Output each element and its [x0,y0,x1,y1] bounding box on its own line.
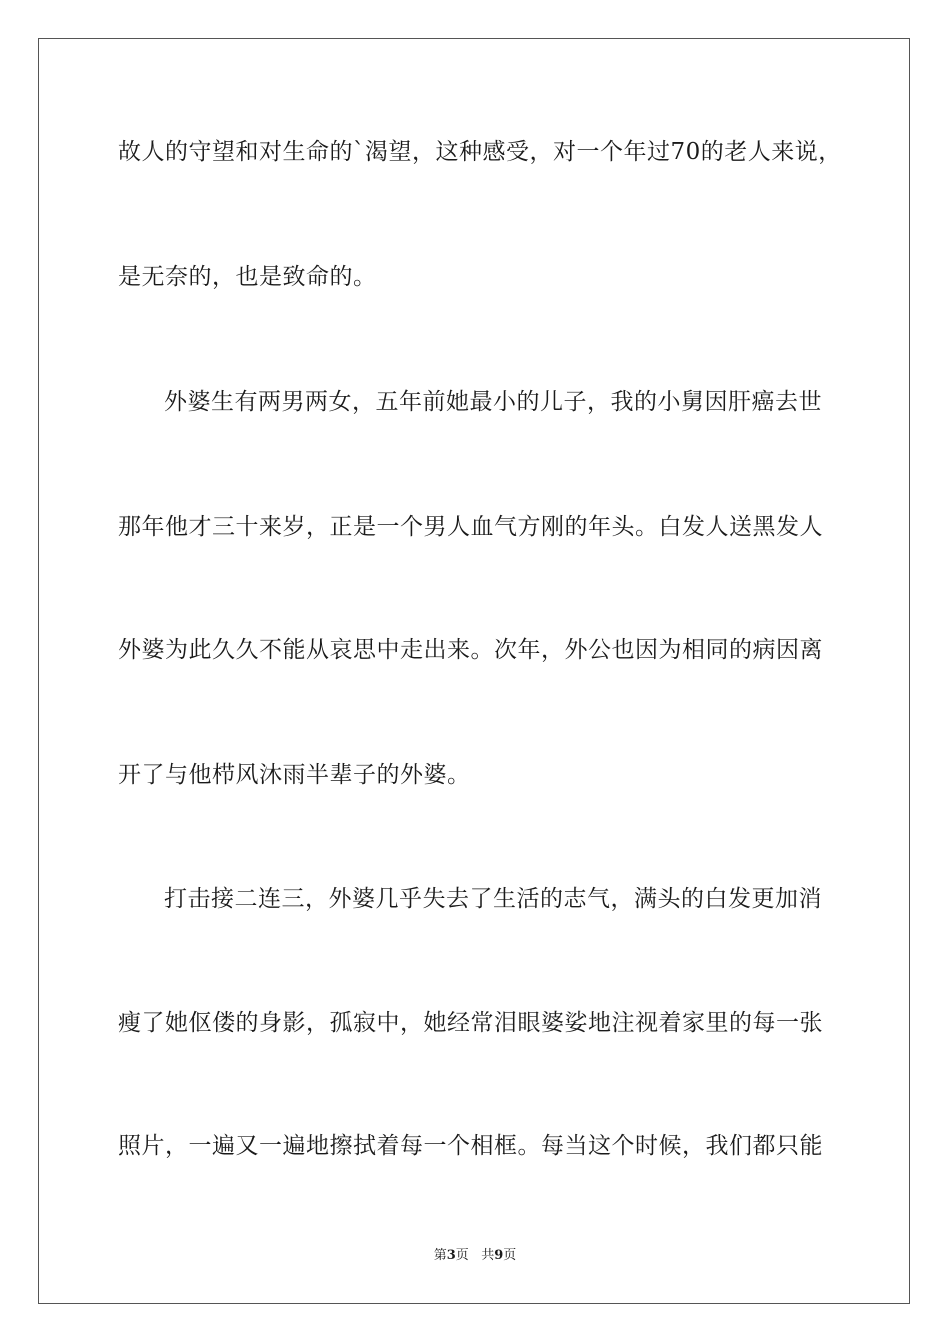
total-suffix: 页 [503,1248,517,1263]
page-footer [0,1248,950,1264]
text-line-7: 打击接二连三，外婆几乎失去了生活的志气，满头的白发更加消 [164,886,822,912]
total-prefix: 共 [481,1248,495,1263]
text-line-9: 照片，一遍又一遍地擦拭着每一个相框。每当这个时候，我们都只能 [118,1133,823,1159]
text-line-2: 是无奈的，也是致命的。 [118,264,377,290]
text-line-1: 故人的守望和对生命的`渴望，这种感受，对一个年过70的老人来说， [118,139,842,165]
text-line-6: 开了与他栉风沐雨半辈子的外婆。 [118,762,471,788]
text-line-4: 那年他才三十来岁，正是一个男人血气方刚的年头。白发人送黑发人 [118,514,823,540]
page-prefix: 第 [433,1248,447,1263]
text-line-3: 外婆生有两男两女，五年前她最小的儿子，我的小舅因肝癌去世 [164,389,822,415]
page-suffix: 页 [455,1248,469,1263]
text-line-5: 外婆为此久久不能从哀思中走出来。次年，外公也因为相同的病因离 [118,637,823,663]
page-border [38,38,910,1304]
total-pages-number: 9 [494,1248,504,1263]
current-page-number: 3 [446,1248,456,1263]
text-line-8: 瘦了她伛偻的身影，孤寂中，她经常泪眼婆娑地注视着家里的每一张 [118,1010,823,1036]
